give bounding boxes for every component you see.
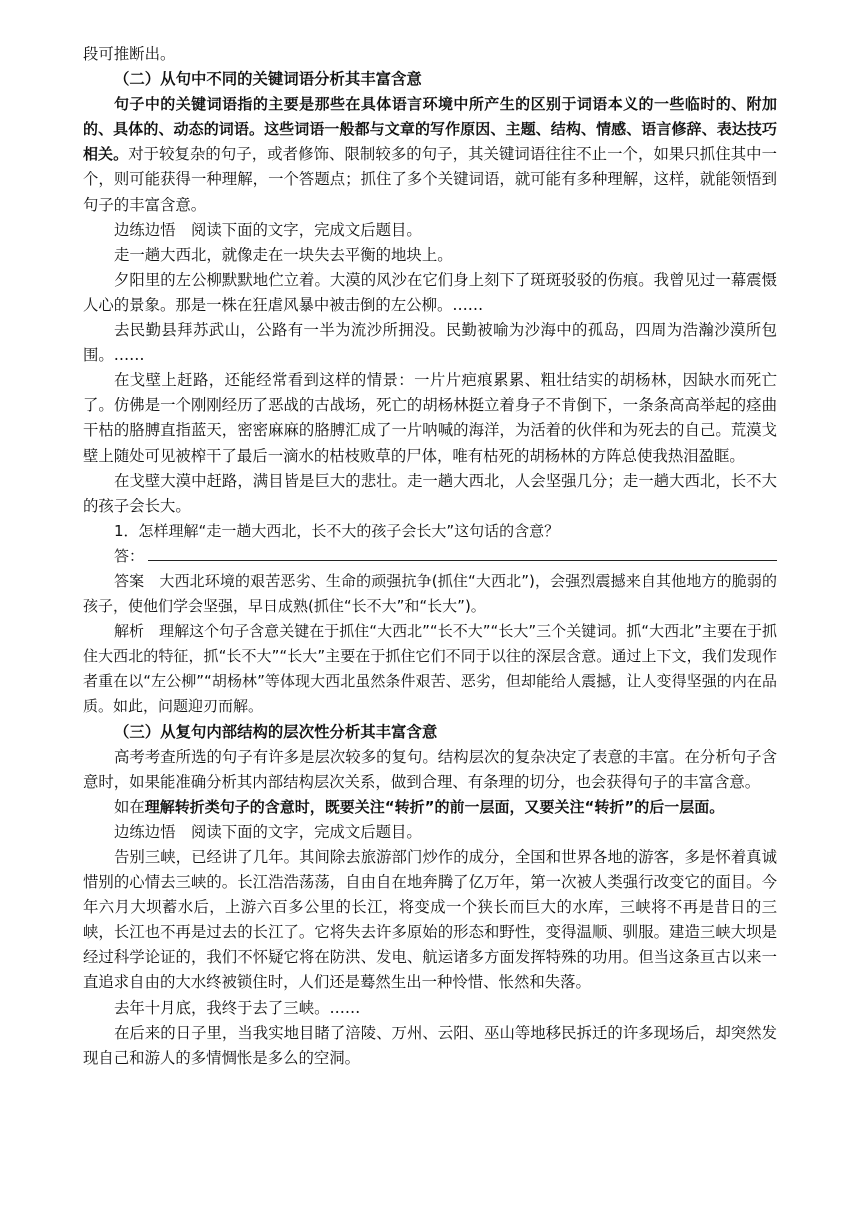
- section-heading-3: （三）从复句内部结构的层次性分析其丰富含意: [114, 722, 438, 741]
- passage-paragraph: 告别三峡，已经讲了几年。其间除去旅游部门炒作的成分，全国和世界各地的游客，多是怀着真诚惜别的心情去三峡的。长江浩浩荡荡，自由自在地奔腾了亿万年，第一次被人类强行改变它的面目。今年六月大坝蓄水后，上游六百多公里的长江，将变成一个狭长而巨大的水库，三峡将不再是昔日的三峡，长江也不再是过去的长江了。它将失去许多原始的形态和野性，变得温顺、驯服。建造三峡大坝是经过科学论证的，我们不怀疑它将在防洪、发电、航运诸多方面发挥特殊的功用。但当这条亘古以来一直追求自由的大水终被锁住时，人们还是蓦然生出一种怜惜、怅然和失落。: [83, 848, 777, 992]
- paragraph-key-words: [83, 92, 777, 217]
- passage-paragraph: 在戈壁大漠中赶路，满目皆是巨大的悲壮。走一趟大西北，人会坚强几分；走一趟大西北，长不大的孩子会长大。: [83, 471, 777, 515]
- section-heading-2: （二）从句中不同的关键词语分析其丰富含意: [114, 70, 422, 89]
- passage-paragraph: 走一趟大西北，就像走在一块失去平衡的地块上。: [114, 245, 453, 264]
- passage-paragraph: 去民勤县拜苏武山，公路有一半为流沙所拥没。民勤被喻为沙海中的孤岛，四周为浩瀚沙漠所包围。……: [83, 321, 777, 365]
- answer-underline[interactable]: [148, 544, 777, 561]
- transition-prefix: 如在: [114, 797, 145, 816]
- bold-definition: 句子中的关键词语指的主要是那些在具体语言环境中所产生的区别于词语本义的一些临时的、附加的、具体的、动态的词语。这些词语一般都与文章的写作原因、主题、结构、情感、语言修辞、表达技巧相关。: [83, 95, 777, 164]
- answer-paragraph: 答案 大西北环境的艰苦恶劣、生命的顽强抗争(抓住“大西北”)，会强烈震撼来自其他地方的脆弱的孩子，使他们学会坚强，早日成熟(抓住“长不大”和“长大”)。: [83, 571, 777, 616]
- exercise-instruction: 边练边悟 阅读下面的文字，完成文后题目。: [114, 220, 422, 239]
- answer-blank: [83, 544, 777, 569]
- paragraph-continuation: 段可推断出。: [83, 45, 176, 63]
- exercise-instruction: 边练边悟 阅读下面的文字，完成文后题目。: [114, 822, 422, 841]
- passage-paragraph: 去年十月底，我终于去了三峡。……: [114, 998, 361, 1017]
- passage-paragraph: 在戈壁上赶路，还能经常看到这样的情景：一片片疤痕累累、粗壮结实的胡杨林，因缺水而死亡了。仿佛是一个刚刚经历了恶战的古战场，死亡的胡杨林挺立着身子不肯倒下，一条条高高举起的痉曲干枯的胳膊直指蓝天，密密麻麻的胳膊汇成了一片呐喊的海洋，为活着的伙伴和为死去的自己。荒漠戈壁上随处可见被榨干了最后一滴水的枯枝败草的尸体，唯有枯死的胡杨林的方阵总使我热泪盈眶。: [83, 371, 777, 465]
- paragraph-complex-sentence: 高考考查所选的句子有许多是层次较多的复句。结构层次的复杂决定了表意的丰富。在分析句子含意时，如果能准确分析其内部结构层次关系，做到合理、有条理的切分，也会获得句子的丰富含意。: [83, 747, 777, 791]
- passage-paragraph: 在后来的日子里，当我实地目睹了涪陵、万州、云阳、巫山等地移民拆迁的许多现场后，却突然发现自己和游人的多情惆怅是多么的空洞。: [83, 1023, 777, 1067]
- analysis-paragraph: 解析 理解这个句子含意关键在于抓住“大西北”“长不大”“长大”三个关键词。抓“大西北”主要在于抓住大西北的特征，抓“长不大”“长大”主要在于抓住它们不同于以往的深层含意。通过上下文，我们发现作者重在以“左公柳”“胡杨林”等体现大西北虽然条件艰苦、恶劣，但却能给人震撼，让人变得坚强的内在品质。如此，问题迎刃而解。: [83, 622, 777, 716]
- passage-paragraph: 夕阳里的左公柳默默地伫立着。大漠的风沙在它们身上刻下了斑斑驳驳的伤痕。我曾见过一幕震慑人心的景象。那是一株在狂虐风暴中被击倒的左公柳。……: [83, 270, 777, 314]
- document-page: [83, 42, 777, 1071]
- bold-transition-rule: 理解转折类句子的含意时，既要关注“转折”的前一层面，又要关注“转折”的后一层面。: [144, 797, 725, 816]
- paragraph-key-words-rest: 对于较复杂的句子，或者修饰、限制较多的句子，其关键词语往往不止一个，如果只抓住其中一个，则可能获得一种理解，一个答题点；抓住了多个关键词语，就可能有多种理解，这样，就能领悟到句子的丰富含意。: [83, 145, 777, 214]
- paragraph-transition: [83, 795, 777, 820]
- answer-label: 答：: [114, 546, 145, 565]
- question-1: 1．怎样理解“走一趟大西北，长不大的孩子会长大”这句话的含意？: [114, 521, 560, 540]
